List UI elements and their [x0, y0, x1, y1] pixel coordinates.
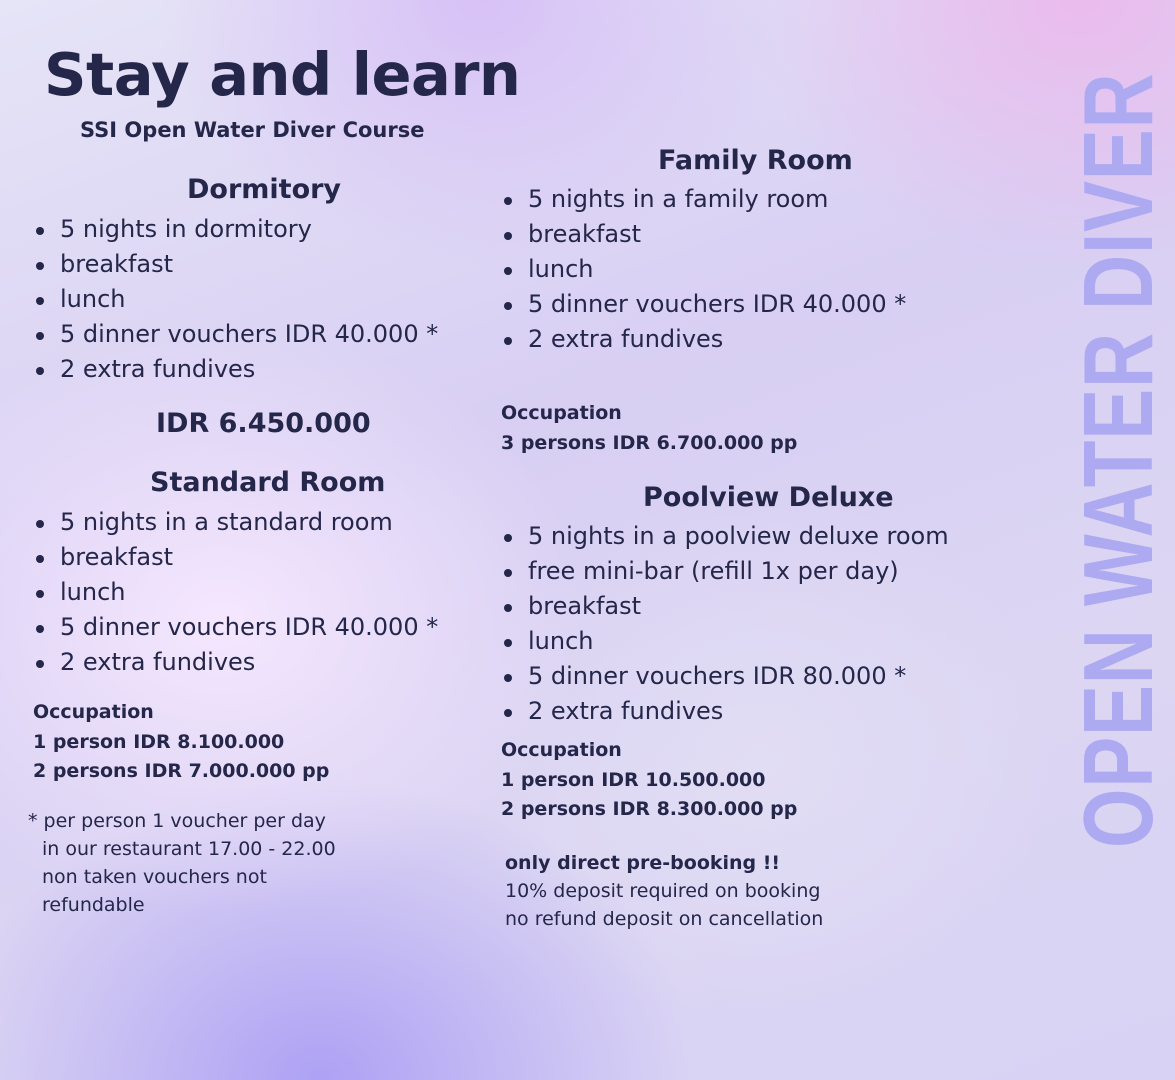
occupation-line: 3 persons IDR 6.700.000 pp — [501, 431, 798, 454]
occupation-line: 2 persons IDR 8.300.000 pp — [501, 798, 798, 820]
vertical-course-title: OPEN WATER DIVER — [1063, 72, 1173, 849]
page-subtitle: SSI Open Water Diver Course — [80, 118, 425, 142]
occupation-label: Occupation — [501, 739, 622, 761]
list-item: lunch — [502, 252, 906, 287]
list-item: 5 dinner vouchers IDR 40.000 * — [34, 317, 438, 352]
family-heading: Family Room — [658, 145, 853, 176]
poolview-list — [502, 519, 949, 729]
list-item: 2 extra fundives — [34, 352, 438, 387]
list-item: 5 nights in a poolview deluxe room — [502, 519, 949, 554]
list-item: 2 extra fundives — [502, 322, 906, 357]
list-item: lunch — [34, 282, 438, 317]
list-item: 5 nights in a standard room — [34, 505, 438, 540]
booking-line: no refund deposit on cancellation — [505, 908, 824, 930]
list-item: 5 nights in dormitory — [34, 212, 438, 247]
footnote-line: non taken vouchers not — [42, 866, 267, 888]
dormitory-list — [34, 212, 438, 387]
list-item: 2 extra fundives — [34, 645, 438, 680]
occupation-line: 1 person IDR 8.100.000 — [33, 730, 285, 753]
list-item: 5 dinner vouchers IDR 40.000 * — [34, 610, 438, 645]
family-occupation — [501, 399, 797, 458]
footnote-line: * per person 1 voucher per day — [28, 810, 326, 832]
occupation-line: 1 person IDR 10.500.000 — [501, 768, 766, 791]
list-item: 5 nights in a family room — [502, 182, 906, 217]
poolview-heading: Poolview Deluxe — [643, 482, 894, 513]
list-item: breakfast — [34, 540, 438, 575]
booking-notes — [505, 849, 823, 933]
list-item: lunch — [34, 575, 438, 610]
voucher-footnote — [28, 807, 336, 919]
list-item: 5 dinner vouchers IDR 40.000 * — [502, 287, 906, 322]
standard-heading: Standard Room — [150, 467, 386, 498]
family-list — [502, 182, 906, 357]
dormitory-price: IDR 6.450.000 — [156, 408, 371, 439]
booking-headline: only direct pre-booking !! — [505, 852, 781, 874]
footnote-line: refundable — [42, 894, 145, 916]
standard-occupation — [33, 698, 329, 787]
dormitory-heading: Dormitory — [187, 174, 342, 205]
page-title: Stay and learn — [44, 40, 521, 109]
list-item: free mini-bar (refill 1x per day) — [502, 554, 949, 589]
standard-list — [34, 505, 438, 680]
occupation-label: Occupation — [33, 701, 154, 723]
poolview-occupation — [501, 736, 797, 825]
occupation-label: Occupation — [501, 402, 622, 424]
booking-line: 10% deposit required on booking — [505, 880, 821, 902]
list-item: 2 extra fundives — [502, 694, 949, 729]
list-item: breakfast — [502, 217, 906, 252]
occupation-line: 2 persons IDR 7.000.000 pp — [33, 760, 330, 782]
list-item: lunch — [502, 624, 949, 659]
list-item: breakfast — [34, 247, 438, 282]
footnote-line: in our restaurant 17.00 - 22.00 — [42, 838, 336, 860]
list-item: 5 dinner vouchers IDR 80.000 * — [502, 659, 949, 694]
list-item: breakfast — [502, 589, 949, 624]
